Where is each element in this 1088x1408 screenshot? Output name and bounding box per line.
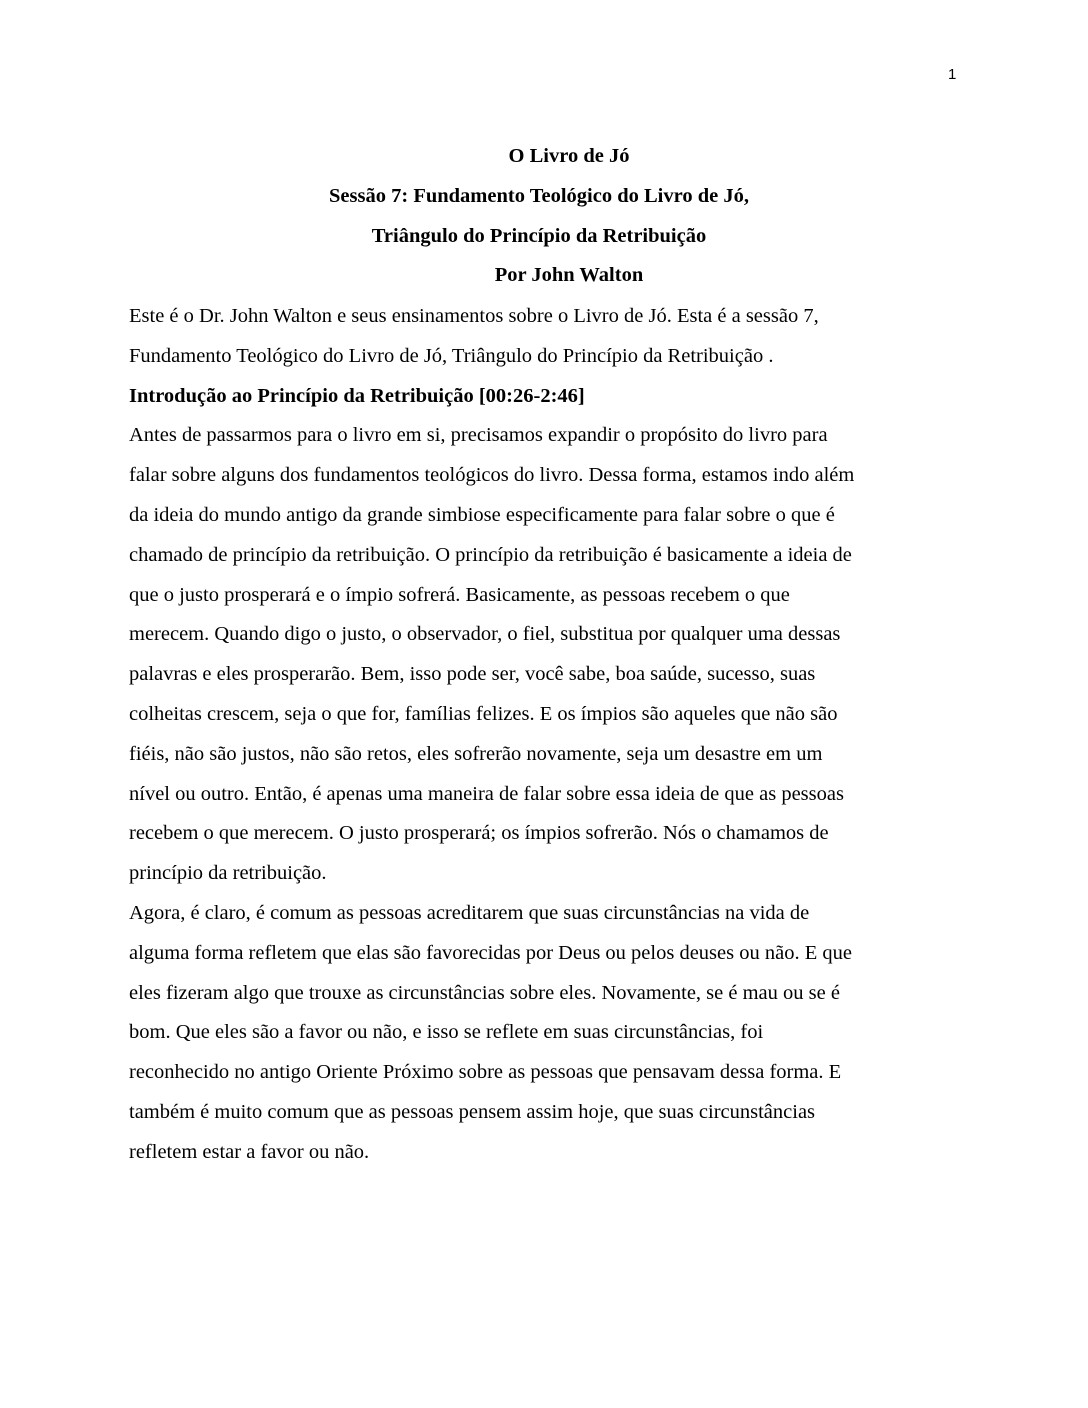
intro-paragraph bbox=[129, 297, 959, 377]
text-line: palavras e eles prosperarão. Bem, isso pode ser, você sabe, boa saúde, sucesso, suas bbox=[129, 663, 816, 686]
text-line: merecem. Quando digo o justo, o observador, o fiel, substitua por qualquer uma dessas bbox=[129, 623, 841, 646]
text-line: recebem o que merecem. O justo prosperará; os ímpios sofrerão. Nós o chamamos de bbox=[129, 822, 829, 845]
text-line: princípio da retribuição. bbox=[129, 862, 327, 885]
section-heading: Introdução ao Princípio da Retribuição [00:26-2:46] bbox=[129, 384, 585, 407]
text-line: Agora, é claro, é comum as pessoas acreditarem que suas circunstâncias na vida de bbox=[129, 901, 810, 924]
text-line: fiéis, não são justos, não são retos, eles sofrerão novamente, seja um desastre em um bbox=[129, 742, 823, 765]
text-line: bom. Que eles são a favor ou não, e isso se reflete em suas circunstâncias, foi bbox=[129, 1021, 764, 1044]
text-line: Antes de passarmos para o livro em si, precisamos expandir o propósito do livro para bbox=[129, 424, 828, 447]
text-line: Este é o Dr. John Walton e seus ensinamentos sobre o Livro de Jó. Esta é a sessão 7, bbox=[129, 305, 819, 327]
session-subtitle: Triângulo do Princípio da Retribuição bbox=[371, 224, 707, 247]
text-line: falar sobre alguns dos fundamentos teológicos do livro. Dessa forma, estamos indo além bbox=[129, 464, 855, 487]
text-line: da ideia do mundo antigo da grande simbiose especificamente para falar sobre o que é bbox=[129, 503, 835, 526]
text-line: que o justo prosperará e o ímpio sofrerá. Basicamente, as pessoas recebem o que bbox=[129, 583, 790, 606]
text-line: também é muito comum que as pessoas pensem assim hoje, que suas circunstâncias bbox=[129, 1100, 816, 1123]
text-line: nível ou outro. Então, é apenas uma maneira de falar sobre essa ideia de que as pessoas bbox=[129, 782, 844, 805]
paragraph-2 bbox=[129, 894, 959, 1173]
text-line: colheitas crescem, seja o que for, famílias felizes. E os ímpios são aqueles que não são bbox=[129, 702, 838, 725]
book-title: O Livro de Jó bbox=[508, 145, 630, 167]
text-line: alguma forma refletem que elas são favorecidas por Deus ou pelos deuses ou não. E que bbox=[129, 941, 852, 964]
document-body bbox=[129, 297, 959, 1173]
text-line: chamado de princípio da retribuição. O princípio da retribuição é basicamente a ideia de bbox=[129, 543, 852, 566]
page-number: 1 bbox=[948, 66, 957, 83]
text-line: refletem estar a favor ou não. bbox=[129, 1140, 370, 1163]
text-line: Fundamento Teológico do Livro de Jó, Triângulo do Princípio da Retribuição . bbox=[129, 344, 774, 367]
document-title bbox=[129, 137, 949, 296]
text-line: reconhecido no antigo Oriente Próximo sobre as pessoas que pensavam dessa forma. E bbox=[129, 1061, 842, 1084]
text-line: eles fizeram algo que trouxe as circunstâncias sobre eles. Novamente, se é mau ou se é bbox=[129, 981, 840, 1004]
paragraph-1 bbox=[129, 416, 959, 894]
author-line: Por John Walton bbox=[494, 264, 644, 287]
session-title: Sessão 7: Fundamento Teológico do Livro de Jó, bbox=[329, 184, 749, 207]
